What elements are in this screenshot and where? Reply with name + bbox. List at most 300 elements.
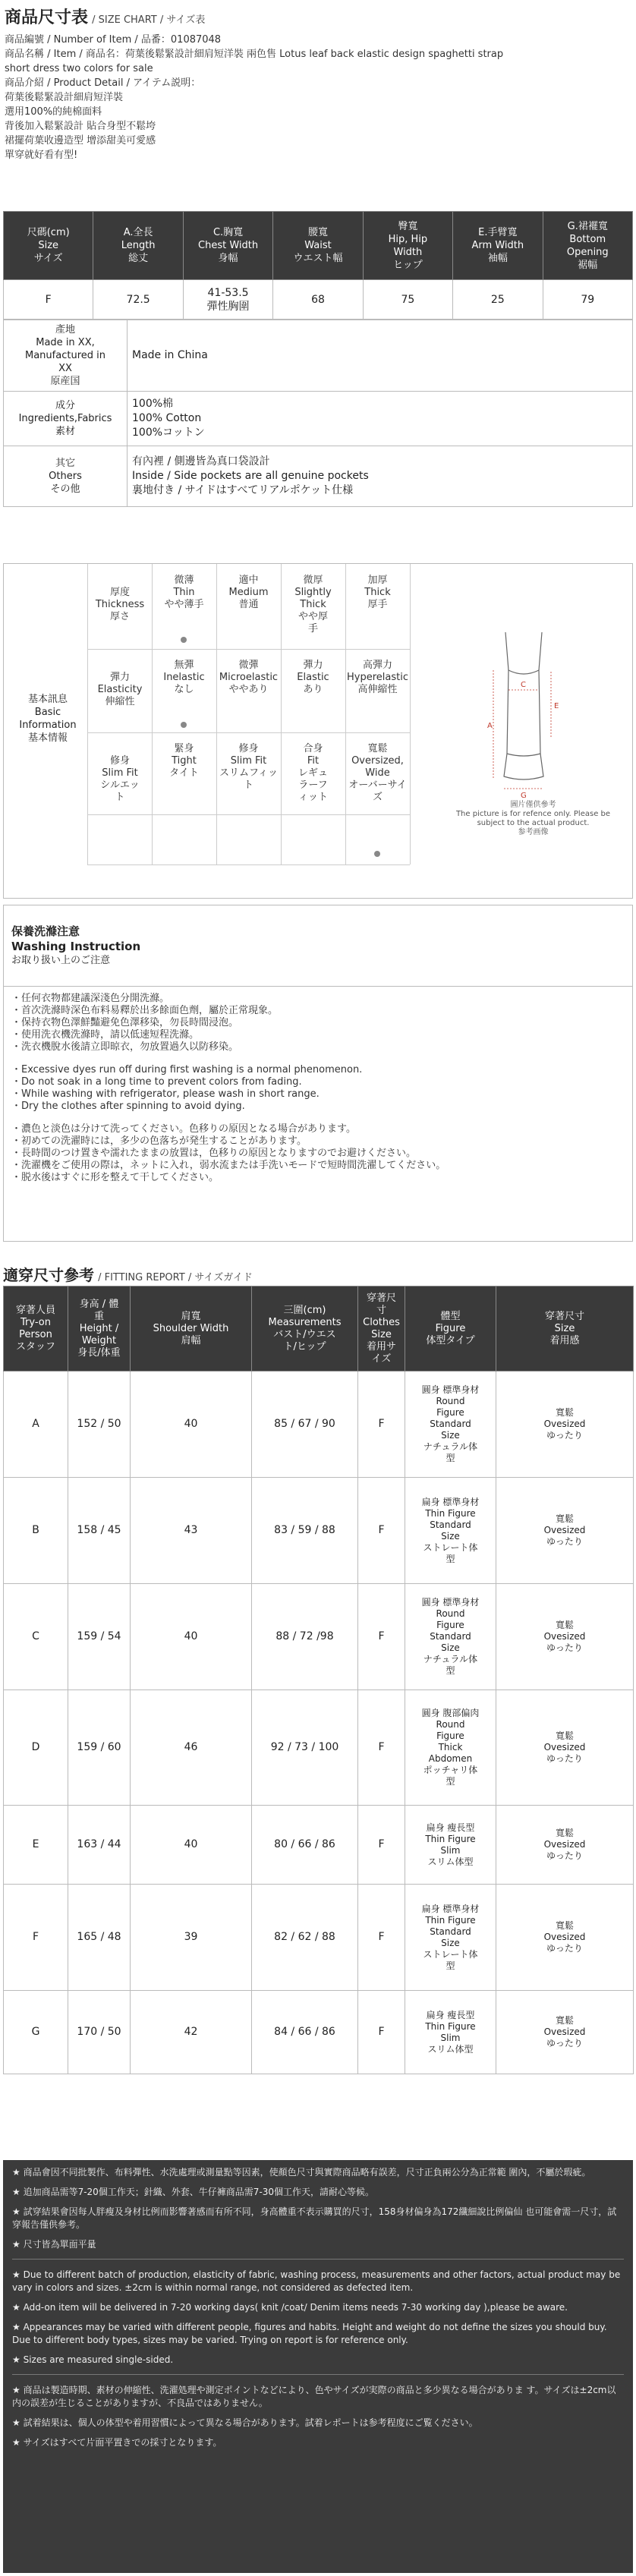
figure-cell [405, 1806, 496, 1885]
figure-line: スリム体型 [427, 1856, 474, 1867]
fitting-row [4, 1806, 634, 1885]
info-value-line: 100% Cotton [132, 412, 202, 424]
basic-option-line: Thick [364, 587, 391, 598]
info-value-line: 100%棉 [132, 398, 174, 410]
basic-row-name-line: Elasticity [97, 684, 143, 695]
size-header-line: Size [38, 240, 59, 251]
figure-cell [405, 1885, 496, 1991]
fitting-header-line: Try-on [20, 1316, 51, 1328]
basic-row-name-line: Thickness [95, 599, 145, 610]
fit-line: 寬鬆 [555, 1920, 574, 1931]
note-line: ★ Add-on item will be delivered in 7-20 working days( knit /coat/ Denim items needs 7-30 working day ),please be aware. [12, 2302, 568, 2313]
fit-line: Ovesized [543, 1419, 586, 1429]
size-header-cell [273, 212, 363, 280]
fitting-header-line: 重 [93, 1310, 104, 1322]
fitting-table [3, 1286, 634, 2074]
figure-cell [405, 1690, 496, 1806]
figure-line: ポッチャリ体 [423, 1765, 478, 1775]
fitting-row [4, 1991, 634, 2074]
fitting-header-line: 穿著尺寸 [544, 1310, 584, 1322]
basic-option [347, 743, 408, 804]
figure-line: Thin Figure [425, 2020, 476, 2032]
size-cell: F [4, 280, 93, 320]
figure-line: 型 [446, 1553, 455, 1564]
basic-row-name-line: 厚さ [109, 611, 130, 622]
hip-cell: 75 [363, 280, 452, 320]
fitting-subtitle: / FITTING REPORT / サイズガイド [98, 1272, 253, 1283]
basic-option-line: ズ [372, 792, 383, 803]
basic-option-line: Elastic [297, 672, 329, 683]
washing-line: ・While washing with refrigerator, please wash in short range. [11, 1088, 320, 1100]
figure-line: Round [436, 1719, 465, 1730]
figure-line: 型 [446, 1453, 455, 1463]
dress-diagram [471, 617, 577, 799]
fit-line: Ovesized [543, 2026, 586, 2037]
basic-option-line: 彈力 [303, 660, 323, 671]
basic-option-line: 適中 [238, 575, 259, 586]
info-label-line: XX [58, 363, 72, 374]
washing-title-cn: 保養洗滌注意 [11, 924, 80, 938]
info-label-line: Ingredients,Fabrics [18, 413, 112, 424]
size-header-line: A.全長 [123, 227, 153, 238]
info-label-line: 產地 [55, 324, 75, 335]
clothes-size-cell: F [358, 1885, 405, 1991]
fitting-header-cell [131, 1286, 252, 1371]
size-header-line: 裾幅 [578, 259, 598, 271]
basic-option-line: スリムフィッ [219, 767, 278, 779]
page-subtitle: / SIZE CHART / サイズ表 [92, 14, 206, 26]
selected-dot [181, 722, 187, 728]
shoulder-cell: 39 [131, 1885, 252, 1991]
figure-line: Figure [436, 1620, 464, 1630]
measurements-cell: 84 / 66 / 86 [252, 1991, 358, 2074]
size-header-line: G.裙襬寬 [567, 220, 608, 232]
fitting-row [4, 1371, 634, 1478]
basic-option-line: 緊身 [174, 743, 194, 754]
info-label [4, 446, 128, 507]
figure-line: Size [441, 1530, 460, 1542]
basic-option-line: 微厚 [303, 575, 323, 586]
person-cell: E [4, 1806, 68, 1885]
basic-option-line: Fit [307, 755, 320, 767]
bottom-cell: 79 [543, 280, 632, 320]
figure-cell [405, 1584, 496, 1690]
washing-line: ・首次洗滌時深色布料易釋於出多餘面色劑，屬於正常現象。 [11, 1005, 279, 1016]
waist-cell: 68 [273, 280, 363, 320]
info-label-line: Made in XX, [36, 337, 95, 348]
size-header-line: Width [393, 246, 423, 258]
measurements-cell: 88 / 72 /98 [252, 1584, 358, 1690]
info-value [128, 320, 633, 392]
info-row [4, 392, 633, 446]
height-weight-cell: 159 / 60 [68, 1690, 131, 1806]
letter-a: A [487, 722, 493, 730]
info-value [128, 392, 633, 446]
basic-option-line: 微薄 [174, 575, 194, 586]
note-line: ★ Appearances may be varied with different people, figures and habits. Height and weight do not define the sizes you should buy. Due to different body types, sizes may be varied. Trying on report is for reference only. [12, 2322, 607, 2345]
selected-dot [181, 637, 187, 643]
fit-cell [496, 1690, 634, 1806]
fit-line: ゆったり [546, 1753, 583, 1764]
washing-line: ・洗衣機脫水後請立即晾衣，勿放置過久以防移染。 [11, 1041, 239, 1053]
fit-line: Ovesized [543, 1631, 586, 1642]
basic-row-name-line: ト [115, 792, 125, 803]
product-line: 背後加入鬆緊設計 貼合身型不鬆垮 [5, 121, 156, 132]
figure-cell [405, 1991, 496, 2074]
fitting-row [4, 1584, 634, 1690]
basic-option-line: Oversized, [351, 755, 404, 767]
fitting-header-cell [4, 1286, 68, 1371]
grid-vline [410, 564, 411, 864]
info-value-line: 有內裡 / 側邊皆為真口袋設計 [132, 455, 270, 468]
fitting-header-line: 穿著人員 [15, 1304, 55, 1316]
basic-info-label: 基本訊息 Basic Information 基本情報 [19, 694, 77, 744]
clothes-size-cell: F [358, 1584, 405, 1690]
basic-option-line: レギュ [298, 767, 328, 779]
fit-line: ゆったり [546, 2038, 583, 2049]
fitting-header-line: イズ [371, 1353, 392, 1365]
basic-option-line: 寬鬆 [367, 743, 388, 754]
info-row [4, 446, 633, 507]
basic-option [153, 660, 215, 696]
figure-cell [405, 1371, 496, 1478]
figure-line: ストレート体 [423, 1542, 478, 1553]
size-header-line: Opening [566, 246, 609, 258]
clothes-size-cell: F [358, 1806, 405, 1885]
fitting-header-line: 穿著尺 [366, 1292, 396, 1304]
figure-line: Thin Figure [425, 1507, 476, 1519]
figure-line: Size [441, 1642, 460, 1653]
washing-line: ・脱水後はすぐに形を整えて干してください。 [11, 1172, 219, 1183]
fitting-header-line: 身長/体重 [77, 1346, 121, 1359]
figure-line: Thick [438, 1742, 463, 1752]
basic-option-line: Thin [173, 587, 195, 598]
basic-option-line: 厚手 [367, 599, 388, 610]
fit-line: 寬鬆 [555, 1513, 574, 1524]
basic-option-line: ト [243, 779, 253, 791]
measurements-cell: 92 / 73 / 100 [252, 1690, 358, 1806]
fit-line: ゆったり [546, 1536, 583, 1547]
clothes-size-cell: F [358, 1690, 405, 1806]
figure-line: 扁身 標準身材 [421, 1496, 480, 1507]
fit-cell [496, 1584, 634, 1690]
basic-option-line: Hyperelastic [347, 672, 408, 683]
basic-row-name-line: 彈力 [109, 672, 130, 683]
basic-option-line: やや薄手 [164, 599, 204, 610]
size-header-cell [93, 212, 183, 280]
fitting-header-line: ト/ヒップ [283, 1340, 326, 1353]
info-value [128, 446, 633, 507]
washing-line: ・Do not soak in a long time to prevent colors from fading. [11, 1076, 302, 1088]
page-title: 商品尺寸表 [5, 8, 89, 27]
figure-line: Standard [430, 1419, 471, 1429]
shoulder-cell: 40 [131, 1371, 252, 1478]
basic-row-name [89, 755, 151, 804]
figure-line: Size [441, 1937, 460, 1948]
figure-line: 圓身 標準身材 [421, 1384, 480, 1395]
figure-line: Round [436, 1608, 465, 1619]
shoulder-cell: 43 [131, 1478, 252, 1584]
page-header [0, 5, 636, 162]
size-header-line: Length [121, 240, 156, 251]
fit-line: Ovesized [543, 1742, 586, 1752]
figure-line: 扁身 瘦長型 [426, 1822, 475, 1833]
size-header-line: 総丈 [128, 253, 149, 264]
basic-option [282, 743, 344, 804]
fitting-header-line: Height / [79, 1322, 119, 1334]
size-header-line: Arm Width [471, 240, 524, 251]
basic-row-name [89, 587, 151, 623]
figure-line: ナチュラル体 [423, 1441, 478, 1452]
fitting-header-cell [496, 1286, 634, 1371]
size-header-cell [363, 212, 452, 280]
fitting-header-line: Size [371, 1328, 392, 1340]
fitting-header-cell [405, 1286, 496, 1371]
fit-cell [496, 1806, 634, 1885]
height-weight-cell: 163 / 44 [68, 1806, 131, 1885]
fit-cell [496, 1885, 634, 1991]
washing-list [3, 987, 633, 1242]
fitting-header-line: Clothes [363, 1316, 400, 1328]
letter-e: E [554, 702, 559, 710]
info-label-line: 原産国 [50, 376, 80, 387]
person-cell: B [4, 1478, 68, 1584]
size-header-line: Waist [304, 240, 332, 251]
product-line: 商品編號 / Number of Item / 品番：01087048 [5, 34, 222, 46]
basic-option [347, 660, 408, 696]
size-chart-table [3, 211, 633, 320]
basic-option-line: 無彈 [174, 660, 194, 671]
person-cell: G [4, 1991, 68, 2074]
basic-option-line: 修身 [238, 743, 259, 754]
note-line: ★ 試着結果は、個人の体型や着用習慣によって異なる場合があります。試着レポートは参考程度にご覧ください。 [12, 2417, 478, 2428]
grid-hline [87, 732, 410, 733]
grid-hline [87, 649, 410, 650]
person-cell: A [4, 1371, 68, 1478]
info-label-line: その他 [50, 483, 80, 495]
basic-option-line: ややあり [228, 684, 269, 695]
size-row [4, 280, 633, 320]
basic-option [282, 660, 344, 696]
product-line: 選用100%的純棉面料 [5, 106, 102, 118]
fit-line: 寬鬆 [555, 1828, 574, 1838]
fit-line: ゆったり [546, 1642, 583, 1653]
info-label-line: Manufactured in [25, 350, 105, 361]
product-line: 裙擺荷葉收邊造型 增添甜美可愛感 [5, 135, 156, 146]
basic-option-line: 合身 [303, 743, 323, 754]
fitting-header-line: 寸 [376, 1304, 386, 1316]
size-header-line: サイズ [33, 253, 63, 264]
note-line: ★ Due to different batch of production, elasticity of fabric, washing process, measurements and other factors, actual product may be vary in colors and sizes. ±2cm is within normal range, not considered as defected item. [12, 2269, 621, 2293]
size-header-cell [453, 212, 543, 280]
chest-cell: 41-53.5 彈性胸圍 [183, 280, 272, 320]
height-weight-cell: 170 / 50 [68, 1991, 131, 2074]
fitting-header-line: 着用感 [549, 1334, 580, 1346]
height-weight-cell: 152 / 50 [68, 1371, 131, 1478]
clothes-size-cell: F [358, 1991, 405, 2074]
basic-option-line: あり [303, 684, 323, 695]
person-cell: D [4, 1690, 68, 1806]
product-line: 商品名稱 / Item / 商品名：荷葉後鬆緊設計細肩短洋裝 兩色售 Lotus leaf back elastic design spaghetti strap [5, 49, 504, 60]
shoulder-cell: 40 [131, 1806, 252, 1885]
fitting-header-line: Size [554, 1322, 575, 1334]
washing-title-box [3, 905, 633, 987]
fit-line: Ovesized [543, 1525, 586, 1535]
product-line: 荷葉後鬆緊設計細肩短洋裝 [5, 92, 124, 103]
fitting-report [0, 1263, 636, 2074]
fit-line: Ovesized [543, 1839, 586, 1850]
figure-line: Abdomen [428, 1753, 473, 1764]
size-header-line: 腰寬 [307, 227, 328, 238]
figure-line: 扁身 標準身材 [421, 1903, 480, 1914]
size-header-line: E.手臂寬 [478, 227, 518, 238]
figure-line: ストレート体 [423, 1948, 478, 1960]
washing-instruction [3, 905, 633, 1242]
basic-option-line: Slightly [294, 587, 332, 598]
info-label-line: 素材 [55, 426, 75, 437]
clothes-size-cell: F [358, 1371, 405, 1478]
washing-line: ・濃色と淡色は分けて洗ってください。色移りの原因となる場合があります。 [11, 1123, 356, 1135]
figure-line: 圓身 標準身材 [421, 1597, 480, 1608]
fit-line: 寬鬆 [555, 2015, 574, 2026]
washing-line: ・Excessive dyes run off during first washing is a normal phenomenon. [11, 1064, 363, 1075]
fit-line: ゆったり [546, 1850, 583, 1861]
washing-line: ・長時間のつけ置きや濡れたままの放置は，色移りの原因となりますのでお避けください。 [11, 1148, 417, 1159]
person-cell: C [4, 1584, 68, 1690]
fitting-header-line: 身高 / 體 [79, 1298, 119, 1310]
figure-line: Standard [430, 1926, 471, 1937]
info-value-line: 裏地付き / サイドはすべてリアルポケット仕様 [132, 484, 354, 496]
note-line: ★ 商品は製造時期、素材の伸縮性、洗濯処理や測定ポイントなどにより、色やサイズが実際の商品と多少異なる場合がありま す。サイズは±2cm以内の誤差が生じることがありますが、不良品ではありません。 [12, 2385, 616, 2408]
fit-cell [496, 1478, 634, 1584]
size-header-cell [4, 212, 93, 280]
height-weight-cell: 159 / 54 [68, 1584, 131, 1690]
notes [3, 2160, 633, 2573]
fitting-row [4, 1690, 634, 1806]
product-info-table [3, 320, 633, 507]
letter-c: C [521, 681, 526, 689]
info-label [4, 392, 128, 446]
shoulder-cell: 46 [131, 1690, 252, 1806]
washing-line: ・使用洗衣機洗滌時，請以低速短程洗滌。 [11, 1029, 200, 1041]
figure-line: Standard [430, 1519, 471, 1530]
size-header-line: Bottom [569, 233, 606, 245]
fit-line: ゆったり [546, 1430, 583, 1441]
grid-vline [87, 564, 88, 864]
figure-line: スリム体型 [427, 2043, 474, 2055]
basic-option [218, 743, 279, 792]
basic-option-line: Medium [228, 587, 269, 598]
figure-line: 扁身 瘦長型 [426, 2009, 475, 2020]
note-line: ★ Sizes are measured single-sided. [12, 2354, 174, 2365]
product-info [5, 33, 631, 162]
washing-line: ・任何衣物都建議深淺色分開洗滌。 [11, 993, 170, 1004]
note-line: ★ 追加商品需等7-20個工作天；針織、外套、牛仔褲商品需7-30個工作天，請耐心等候。 [12, 2187, 375, 2197]
size-header-line: 袖幅 [487, 253, 508, 264]
measurements-cell: 83 / 59 / 88 [252, 1478, 358, 1584]
product-line: short dress two colors for sale [5, 63, 153, 74]
info-value-line: 100%コットン [132, 427, 205, 439]
fit-line: 寬鬆 [555, 1730, 574, 1741]
fitting-header-line: 三圍(cm) [283, 1304, 326, 1316]
basic-row-name-line: 伸縮性 [105, 696, 135, 707]
size-header-line: ヒップ [393, 259, 423, 271]
figure-line: 型 [446, 1776, 455, 1787]
measurements-cell: 85 / 67 / 90 [252, 1371, 358, 1478]
fitting-header-cell [358, 1286, 405, 1371]
size-header-line: 臀寬 [398, 220, 418, 232]
fitting-header-line: Shoulder Width [153, 1322, 229, 1334]
basic-option-line: Tight [172, 755, 197, 767]
fit-line: ゆったり [546, 1943, 583, 1954]
grid-vline [216, 564, 217, 864]
info-label [4, 320, 128, 392]
info-label-line: 其它 [55, 458, 75, 469]
size-header-line: C.胸寬 [213, 227, 244, 238]
size-header-cell [183, 212, 272, 280]
fit-line: 寬鬆 [555, 1620, 574, 1630]
grid-hline [87, 814, 410, 815]
fitting-header-line: Person [19, 1328, 52, 1340]
note-line: ★ 商品會因不同批製作、布料彈性、水洗處理或測量點等因素，使顏色尺寸與實際商品略有誤差，尺寸正負兩公分為正常範 圍內，不屬於瑕疵。 [12, 2167, 591, 2178]
basic-row-name-line: Slim Fit [102, 767, 138, 779]
note-line: ★ サイズはすべて片面平置きでの採寸となります。 [12, 2437, 222, 2448]
washing-line: ・保持衣物色澤鮮豔避免色澤移染，勿長時間浸泡。 [11, 1017, 239, 1028]
size-header-line: 身幅 [218, 253, 238, 264]
basic-option [218, 660, 279, 696]
grid-vline [345, 564, 346, 864]
basic-option [347, 575, 408, 611]
figure-line: 型 [446, 1960, 455, 1971]
figure-line: Standard [430, 1631, 471, 1642]
figure-line: ナチュラル体 [423, 1654, 478, 1664]
size-header-line: 尺碼(cm) [27, 227, 70, 238]
shoulder-cell: 40 [131, 1584, 252, 1690]
basic-option-line: 高彈力 [362, 660, 392, 671]
washing-title-en: Washing Instruction [11, 940, 141, 953]
basic-option-line: タイト [169, 767, 199, 779]
clothes-size-cell: F [358, 1478, 405, 1584]
basic-option-line: オーバーサイ [348, 779, 407, 791]
person-cell: F [4, 1885, 68, 1991]
size-header-cell [543, 212, 632, 280]
fitting-header-cell [68, 1286, 131, 1371]
grid-vline [152, 564, 153, 864]
diagram-caption: 圖片僅供參考 The picture is for refence only. Please be subject to the actual product. 参考画像 [455, 801, 611, 836]
basic-option-line: 加厚 [367, 575, 388, 586]
info-label-line: Others [49, 471, 82, 482]
basic-option-line: やや厚 [298, 611, 328, 622]
basic-option-line: ィット [298, 792, 328, 803]
washing-line: ・初めての洗濯時には，多少の色落ちが発生することがあります。 [11, 1135, 307, 1147]
fit-cell [496, 1991, 634, 2074]
basic-row-name-line: シルエッ [100, 779, 140, 791]
fitting-header-line: 體型 [440, 1310, 461, 1322]
size-header-line: Chest Width [198, 240, 259, 251]
fitting-header-line: スタッフ [15, 1340, 55, 1353]
fitting-title: 適穿尺寸參考 [3, 1266, 94, 1284]
figure-line: 圓身 腹部偏肉 [421, 1708, 480, 1718]
measurements-cell: 80 / 66 / 86 [252, 1806, 358, 1885]
note-line: ★ 試穿結果會因每人胖瘦及身材比例而影響著感而有所不同，身高體重不表示購買的尺寸，158身材偏身為172纖細說比例偏仙 也可能會需一尺寸，試穿報告僅供參考。 [12, 2206, 617, 2230]
height-weight-cell: 165 / 48 [68, 1885, 131, 1991]
fit-line: 寬鬆 [555, 1407, 574, 1418]
fitting-header-line: バスト/ウエス [273, 1328, 336, 1340]
basic-option-line: Thick [300, 599, 326, 610]
basic-option [153, 575, 215, 611]
basic-row-name-line: 厚度 [109, 587, 130, 598]
figure-cell [405, 1478, 496, 1584]
